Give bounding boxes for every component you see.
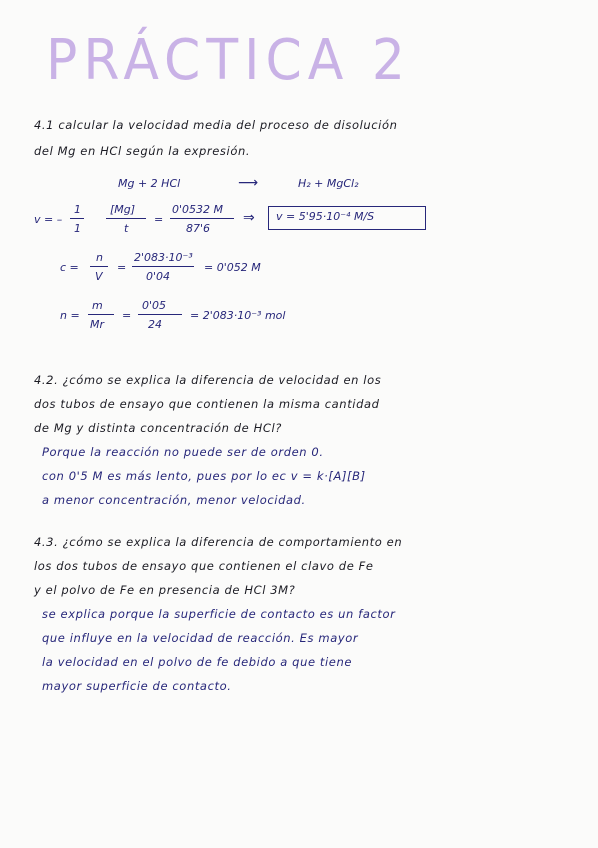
moles-val-den: 24 bbox=[148, 318, 162, 331]
conc-lhs: c = bbox=[60, 261, 79, 274]
reaction-products: H₂ + MgCl₂ bbox=[298, 177, 359, 190]
velocity-lhs: v = – bbox=[34, 213, 63, 226]
moles-lhs: n = bbox=[60, 309, 80, 322]
q42-line-3: de Mg y distinta concentración de HCl? bbox=[34, 421, 282, 435]
implies-arrow: ⇒ bbox=[243, 210, 255, 226]
q43-line-3: y el polvo de Fe en presencia de HCl 3M? bbox=[34, 583, 296, 597]
q43-answer-2: que influye en la velocidad de reacción. Es mayor bbox=[42, 631, 359, 645]
q42-answer-3: a menor concentración, menor velocidad. bbox=[42, 493, 306, 507]
velocity-coef-num: 1 bbox=[74, 203, 81, 216]
moles-val-num: 0'05 bbox=[142, 299, 167, 312]
conc-val-num: 2'083·10⁻³ bbox=[134, 251, 193, 264]
conc-val-den: 0'04 bbox=[146, 270, 171, 283]
q43-line-2: los dos tubos de ensayo que contienen el clavo de Fe bbox=[34, 559, 374, 573]
conc-eq: = bbox=[117, 261, 127, 274]
q43-answer-3: la velocidad en el polvo de fe debido a que tiene bbox=[42, 655, 353, 669]
moles-bar bbox=[88, 314, 114, 315]
q42-answer-1: Porque la reacción no puede ser de orden 0. bbox=[42, 445, 324, 459]
reaction-reactants: Mg + 2 HCl bbox=[118, 177, 181, 190]
q42-answer-2: con 0'5 M es más lento, pues por lo ec v = k·[A][B] bbox=[42, 469, 366, 483]
q41-line-2: del Mg en HCl según la expresión. bbox=[34, 144, 251, 158]
conc-bar bbox=[90, 266, 108, 267]
moles-result: = 2'083·10⁻³ mol bbox=[190, 309, 286, 322]
moles-num: m bbox=[92, 299, 103, 312]
velocity-frac-den: t bbox=[124, 222, 129, 235]
q43-line-1: 4.3. ¿cómo se explica la diferencia de comportamiento en bbox=[34, 535, 403, 549]
velocity-val-den: 87'6 bbox=[186, 222, 211, 235]
q41-line-1: 4.1 calcular la velocidad media del proceso de disolución bbox=[34, 118, 398, 132]
velocity-val-bar bbox=[170, 218, 234, 219]
q42-line-1: 4.2. ¿cómo se explica la diferencia de velocidad en los bbox=[34, 373, 382, 387]
velocity-val-num: 0'0532 M bbox=[172, 203, 224, 216]
velocity-eq: = bbox=[154, 213, 164, 226]
reaction-arrow: ⟶ bbox=[238, 175, 259, 191]
moles-den: Mr bbox=[90, 318, 105, 331]
velocity-result: v = 5'95·10⁻⁴ M/S bbox=[276, 210, 375, 223]
conc-result: = 0'052 M bbox=[204, 261, 261, 274]
velocity-frac-num: [Mg] bbox=[110, 203, 136, 216]
page-title: PRÁCTICA 2 bbox=[46, 28, 411, 93]
velocity-coef-den: 1 bbox=[74, 222, 81, 235]
q43-answer-4: mayor superficie de contacto. bbox=[42, 679, 232, 693]
q42-line-2: dos tubos de ensayo que contienen la misma cantidad bbox=[34, 397, 380, 411]
moles-eq: = bbox=[122, 309, 132, 322]
conc-den: V bbox=[95, 270, 103, 283]
velocity-coef-bar bbox=[70, 218, 84, 219]
conc-num: n bbox=[96, 251, 103, 264]
q43-answer-1: se explica porque la superficie de contacto es un factor bbox=[42, 607, 396, 621]
velocity-frac-bar bbox=[106, 218, 146, 219]
conc-val-bar bbox=[132, 266, 194, 267]
moles-val-bar bbox=[138, 314, 182, 315]
